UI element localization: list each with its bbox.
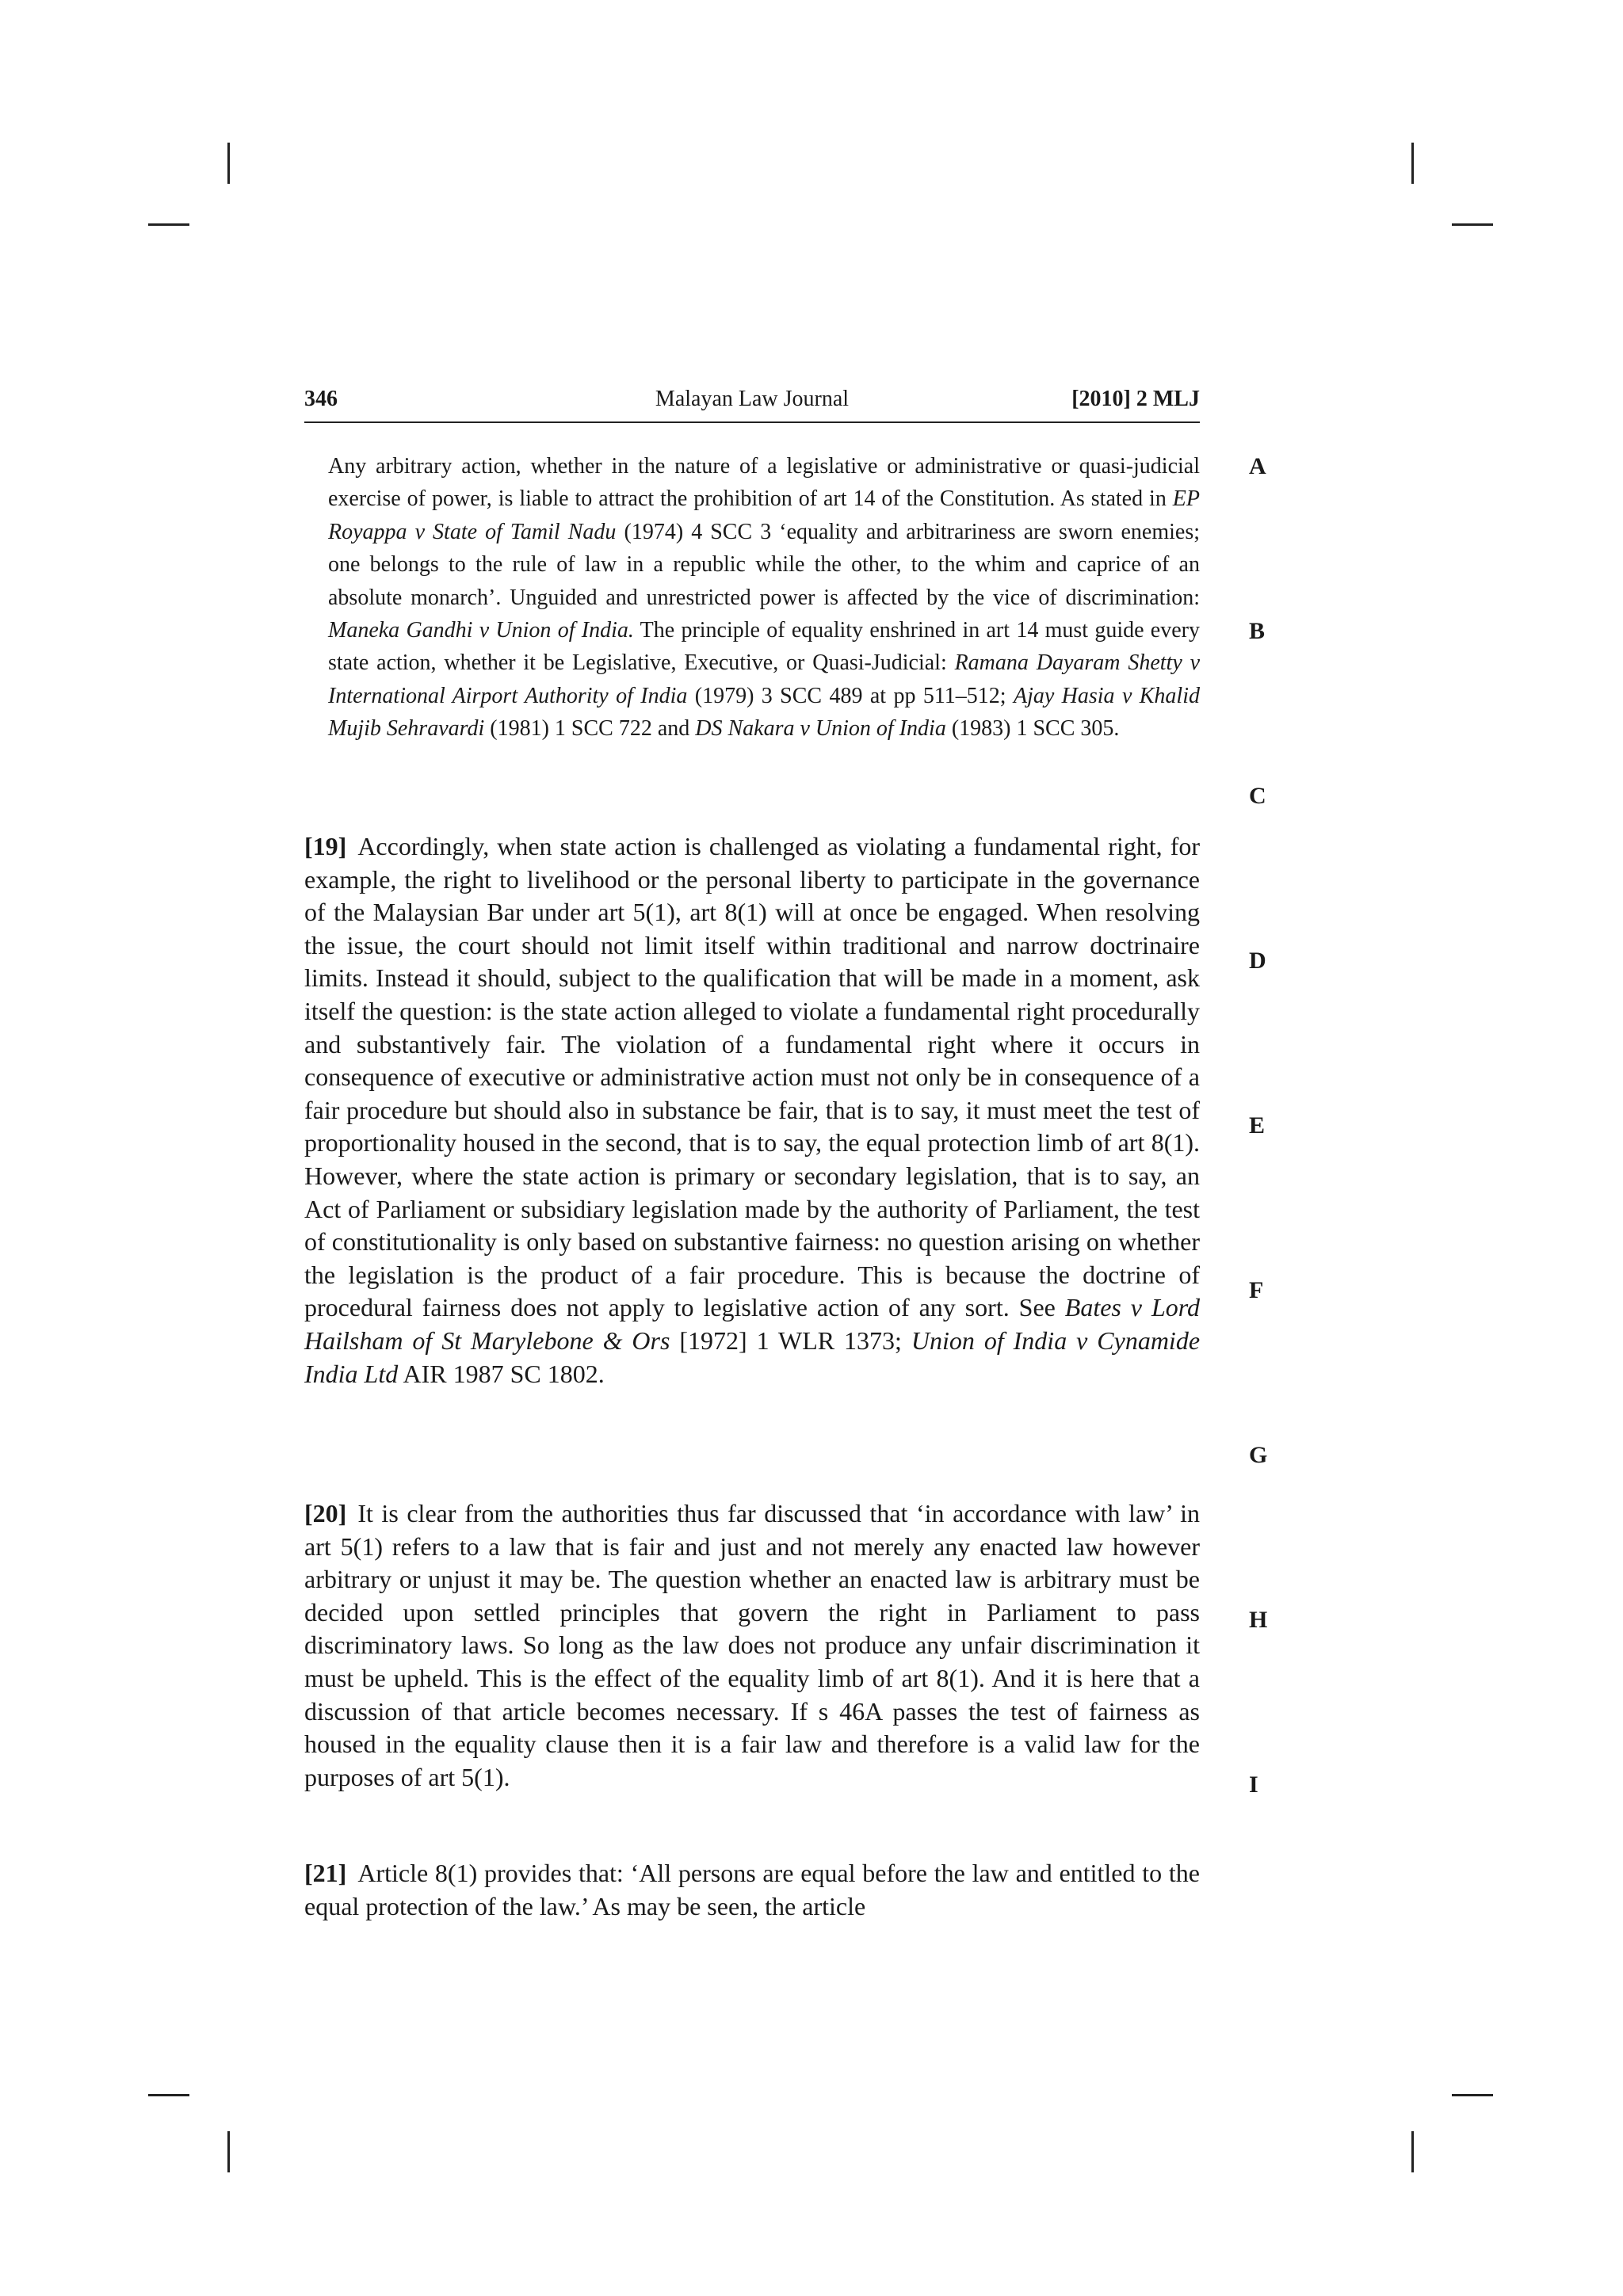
margin-letter-d: D <box>1249 948 1266 974</box>
crop-mark-bottom-right-v <box>1411 2131 1414 2172</box>
text-run: Accordingly, when state action is challenged as violating a fundamental right, for example, the right to livelihood or the personal liberty to participate in the governance of the Malaysian Bar under art 5(1), art 8(1) will at once be engaged. When resolving the issue, the court should not limit itself within traditional and narrow doctrinaire limits. Instead it should, subject to the qualification that will be made in a moment, ask itself the question: is the state action alleged to violate a fundamental right procedurally and substantively fair. The violation of a fundamental right where it occurs in consequence of executive or administrative action must not only be in consequence of a fair procedure but should also in substance be fair, that is to say, it must meet the test of proportionality housed in the second, that is to say, the equal protection limb of art 8(1). However, where the state action is primary or secondary legislation, that is to say, an Act of Parliament or subsidiary legislation made by the authority of Parliament, the test of constitutionality is only based on substantive fairness: no question arising on whether the legislation is the product of a fair procedure. This is because the doctrine of procedural fairness does not apply to legislative action of any sort. See <box>304 832 1200 1322</box>
margin-letter-h: H <box>1249 1607 1268 1633</box>
paragraph-number: [19] <box>304 832 347 860</box>
case-citation: Bates v Lord Hailsham of St Marylebone & Ors <box>304 1293 1200 1355</box>
text-run: Article 8(1) provides that: ‘All persons are equal before the law and entitled to the equal protection of the law.’ As may be seen, the article <box>304 1859 1200 1920</box>
text-run: It is clear from the authorities thus far discussed that ‘in accordance with law’ in art 5(1) refers to a law that is fair and just and not merely any enacted law however arbitrary or unjust it may be. The question whether an enacted law is arbitrary must be decided upon settled principles that govern the right in Parliament to pass discriminatory laws. So long as the law does not produce any unfair discrimination it must be upheld. This is the effect of the equality limb of art 8(1). And it is here that a discussion of that article becomes necessary. If s 46A passes the test of fairness as housed in the equality clause then it is a fair law and therefore is a valid law for the purposes of art 5(1). <box>304 1499 1200 1791</box>
text-run: AIR 1987 SC 1802. <box>398 1359 605 1388</box>
crop-mark-bottom-left-v <box>227 2131 230 2172</box>
crop-mark-top-right-v <box>1411 143 1414 184</box>
case-citation: EP Royappa v State of Tamil Nadu <box>328 486 1200 544</box>
margin-letter-c: C <box>1249 783 1266 809</box>
text-run: [1972] 1 WLR 1373; <box>670 1325 911 1355</box>
text-run: Any arbitrary action, whether in the nature of a legislative or administrative or quasi-judicial exercise of power, is liable to attract the prohibition of art 14 of the Constitution. As stated in <box>328 454 1200 512</box>
journal-citation: [2010] 2 MLJ <box>1071 387 1200 411</box>
page-number: 346 <box>304 387 338 411</box>
paragraph-20 <box>304 1497 1200 1794</box>
text-run: (1974) 4 SCC 3 ‘equality and arbitrariness are sworn enemies; one belongs to the rule of law in a republic while the other, to the whim and caprice of an absolute monarch’. Unguided and unrestricted power is affected by the vice of discrimination: <box>328 519 1200 610</box>
crop-mark-top-left-v <box>227 143 230 184</box>
paragraph-number: [21] <box>304 1859 347 1887</box>
case-citation: Ajay Hasia v Khalid Mujib Sehravardi <box>328 683 1200 742</box>
paragraph-21 <box>304 1857 1200 1923</box>
margin-letter-g: G <box>1249 1442 1268 1468</box>
paragraph-number: [20] <box>304 1499 347 1527</box>
text-run: The principle of equality enshrined in art 14 must guide every state action, whether it be Legislative, Executive, or Quasi-Judicial: <box>328 618 1200 676</box>
text-run: (1983) 1 SCC 305. <box>945 716 1120 742</box>
margin-letter-f: F <box>1249 1277 1264 1303</box>
text-run: (1979) 3 SCC 489 at pp 511–512; <box>687 683 1014 708</box>
crop-mark-bottom-left-h <box>148 2094 189 2096</box>
crop-mark-bottom-right-h <box>1452 2094 1493 2096</box>
case-citation: DS Nakara v Union of India <box>695 716 946 742</box>
case-citation: Union of India v Cynamide India Ltd <box>304 1325 1201 1388</box>
margin-letter-i: I <box>1249 1772 1258 1798</box>
crop-mark-top-right-h <box>1452 223 1493 226</box>
paragraph-19 <box>304 830 1200 1390</box>
margin-letter-b: B <box>1249 618 1266 644</box>
running-header <box>304 387 1200 423</box>
margin-letter-e: E <box>1249 1112 1266 1138</box>
journal-title: Malayan Law Journal <box>655 387 850 411</box>
case-citation: Maneka Gandhi v Union of India. <box>328 618 634 643</box>
block-quote <box>328 450 1200 746</box>
margin-letter-a: A <box>1249 453 1266 479</box>
crop-mark-top-left-h <box>148 223 189 226</box>
page <box>304 387 1201 1920</box>
text-run: (1981) 1 SCC 722 and <box>484 716 696 742</box>
case-citation: Ramana Dayaram Shetty v International Airport Authority of India <box>328 650 1201 708</box>
